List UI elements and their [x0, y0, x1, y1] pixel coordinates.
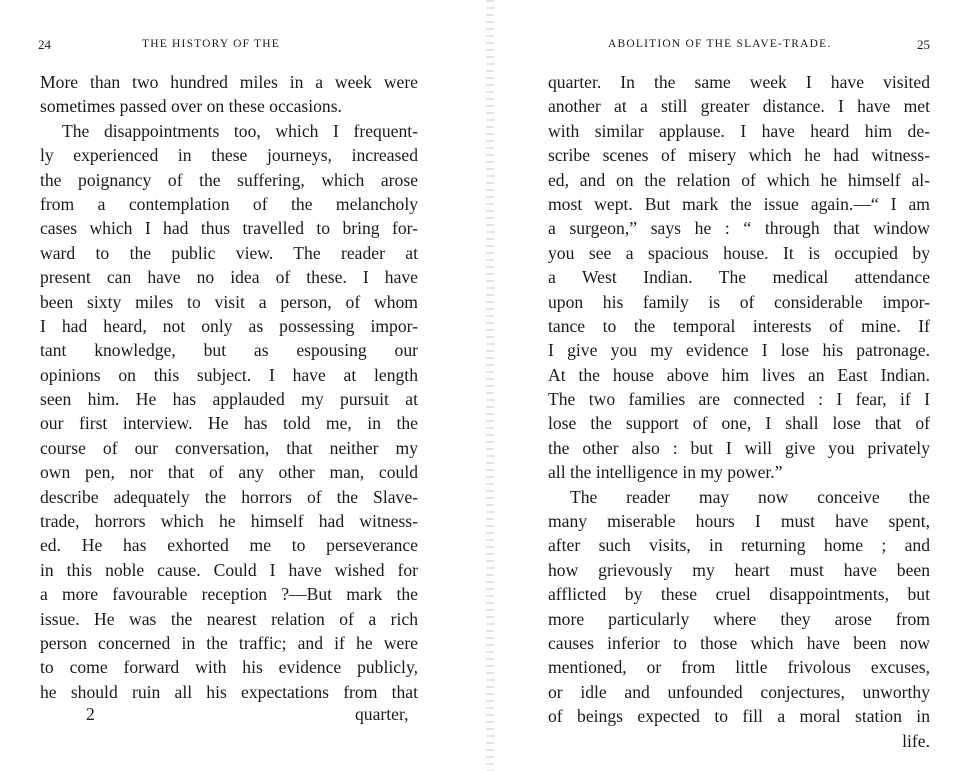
left-page-text [40, 70, 418, 704]
right-page [490, 0, 980, 771]
text-line: a surgeon,” says he : “ through that window [548, 218, 930, 239]
text-line: scribe scenes of misery which he had witness- [548, 145, 930, 166]
text-line: issue. He was the nearest relation of a rich [40, 608, 418, 629]
text-line: quarter. In the same week I have visited [548, 72, 930, 92]
text-line: how grievously my heart must have been [548, 559, 930, 580]
text-line: been sixty miles to visit a person, of whom [40, 291, 418, 312]
text-line: he should ruin all his expectations from that [40, 681, 418, 702]
text-line: of beings expected to fill a moral station in [548, 706, 930, 727]
text-line: the other also : but I will give you privately [548, 437, 930, 458]
text-line: in this noble cause. Could I have wished for [40, 559, 418, 580]
text-line: course of our conversation, that neither my [40, 437, 418, 458]
text-line: causes inferior to those which have been now [548, 632, 930, 653]
text-line: you see a spacious house. It is occupied by [548, 242, 930, 263]
catchword: quarter, [355, 704, 409, 724]
signature-mark: 2 [86, 704, 95, 724]
text-line: At the house above him lives an East Indian. [548, 364, 930, 385]
text-line: more particularly where they arose from [548, 608, 930, 629]
text-line: with similar applause. I have heard him de- [548, 120, 930, 141]
running-title: THE HISTORY OF THE [142, 38, 280, 50]
text-line: to come forward with his evidence publicly, [40, 657, 418, 678]
text-line: the poignancy of the suffering, which arose [40, 169, 418, 190]
text-line: sometimes passed over on these occasions. [40, 96, 342, 117]
text-line: ed. He has exhorted me to perseverance [40, 535, 418, 556]
text-line: present can have no idea of these. I have [40, 267, 418, 288]
right-page-header [608, 37, 930, 55]
text-line: trade, horrors which he himself had witness- [40, 511, 418, 532]
text-line: person concerned in the traffic; and if he were [40, 632, 418, 653]
text-line: seen him. He has applauded my pursuit at [40, 389, 418, 410]
text-line: after such visits, in returning home ; and [548, 535, 930, 556]
text-line: all the intelligence in my power.” [548, 462, 783, 483]
text-line: many miserable hours I must have spent, [548, 511, 930, 532]
text-line: another at a still greater distance. I have met [548, 96, 930, 117]
text-line: cases which I had thus travelled to bring for- [40, 218, 418, 239]
text-line: lose the support of one, I shall lose that of [548, 413, 930, 434]
text-line: a West Indian. The medical attendance [548, 267, 930, 288]
text-line: ly experienced in these journeys, increased [40, 145, 418, 166]
text-line: The two families are connected : I fear, if I [548, 389, 930, 410]
text-line: from a contemplation of the melancholy [40, 193, 418, 214]
text-line: tant knowledge, but as espousing our [40, 340, 418, 361]
right-page-text [548, 70, 930, 753]
text-line: The reader may now conceive the [570, 486, 930, 507]
running-title: ABOLITION OF THE SLAVE-TRADE. [608, 38, 832, 50]
page-number: 25 [917, 37, 930, 52]
text-line: upon his family is of considerable impor- [548, 291, 930, 312]
text-line: I had heard, not only as possessing impor- [40, 315, 418, 336]
text-line: most wept. But mark the issue again.—“ I am [548, 193, 930, 214]
text-line: More than two hundred miles in a week were [40, 72, 418, 92]
text-line: describe adequately the horrors of the Slave- [40, 486, 418, 507]
text-line: mentioned, or from little frivolous excuses, [548, 657, 930, 678]
text-line: own pen, nor that of any other man, could [40, 462, 418, 483]
text-line: a more favourable reception ?—But mark the [40, 584, 418, 605]
page-number: 24 [38, 37, 51, 52]
text-line: opinions on this subject. I have at length [40, 364, 418, 385]
text-line: afflicted by these cruel disappointments, but [548, 584, 930, 605]
text-line: ward to the public view. The reader at [40, 242, 418, 263]
text-line: The disappointments too, which I frequent- [62, 120, 418, 141]
text-line: tance to the temporal interests of mine. If [548, 315, 930, 336]
text-line: ed, and on the relation of which he himself al- [548, 169, 930, 190]
left-page-header [38, 37, 420, 55]
text-line: I give you my evidence I lose his patronage. [548, 340, 930, 361]
text-line: or idle and unfounded conjectures, unworthy [548, 681, 930, 702]
text-line: our first interview. He has told me, in the [40, 413, 418, 434]
text-line: life. [902, 730, 930, 751]
